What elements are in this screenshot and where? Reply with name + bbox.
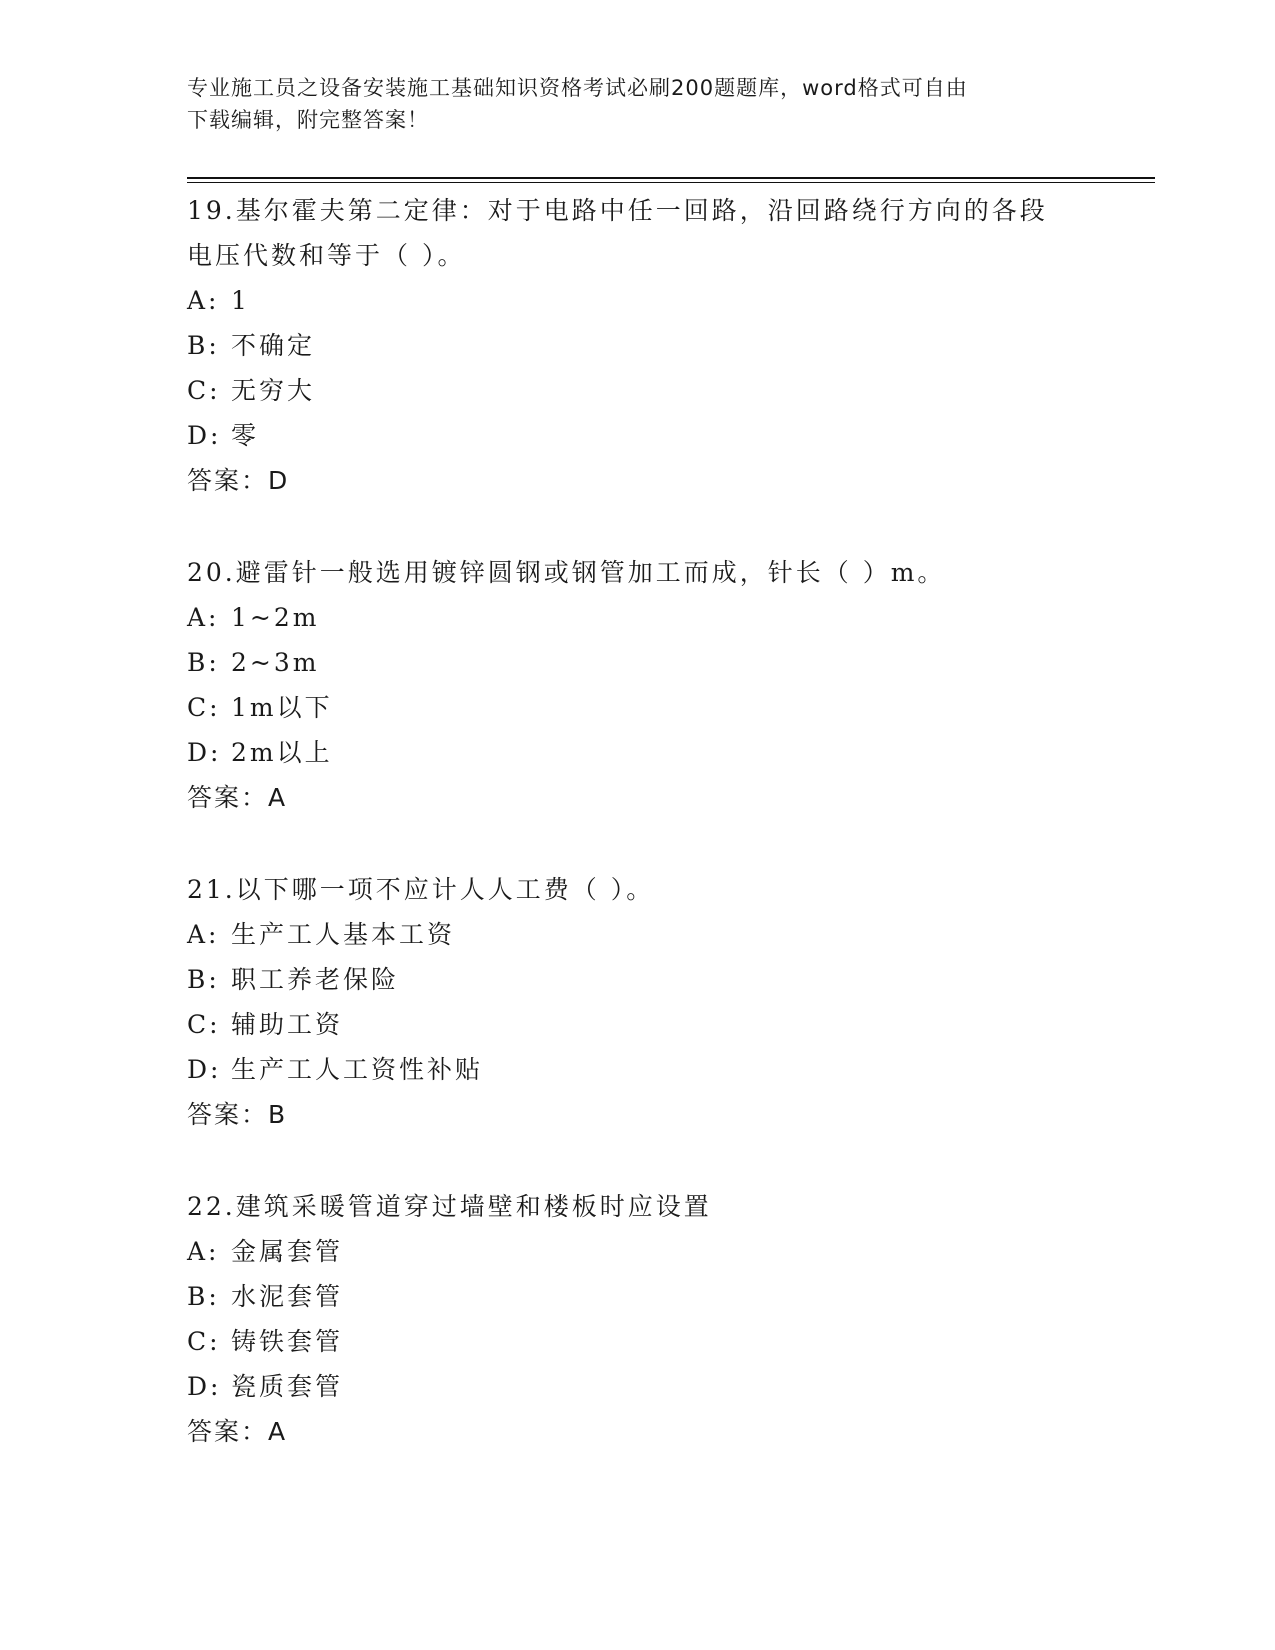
option-key: D:: [187, 421, 222, 450]
answer-line: 答案：D: [187, 466, 290, 495]
header-line-1: 专业施工员之设备安装施工基础知识资格考试必刷200题题库，word格式可自由: [187, 76, 968, 100]
option-key: B:: [187, 1282, 220, 1311]
option-d: [187, 730, 1087, 775]
option-c: [187, 685, 1087, 730]
option-text: 1~2m: [231, 603, 320, 632]
question-21: [187, 867, 1087, 1138]
option-a: [187, 278, 1087, 323]
option-b: [187, 957, 1087, 1002]
option-key: D:: [187, 738, 222, 767]
question-stem: 21.以下哪一项不应计人人工费（ ）。: [187, 875, 655, 904]
option-text: 1: [231, 286, 250, 315]
option-text: 生产工人基本工资: [231, 920, 456, 949]
option-d: [187, 1047, 1087, 1092]
header-line-2: 下载编辑，附完整答案！: [187, 108, 429, 132]
option-c: [187, 1002, 1087, 1047]
option-text: 生产工人工资性补贴: [231, 1055, 484, 1084]
option-key: C:: [187, 693, 221, 722]
option-b: [187, 640, 1087, 685]
option-text: 瓷质套管: [231, 1372, 344, 1401]
option-d: [187, 1364, 1087, 1409]
option-text: 水泥套管: [231, 1282, 344, 1311]
question-19: [187, 188, 1087, 504]
answer-line: 答案：A: [187, 1417, 288, 1446]
option-key: B:: [187, 331, 220, 360]
option-key: C:: [187, 1010, 221, 1039]
answer-line: 答案：A: [187, 783, 288, 812]
option-text: 零: [231, 421, 260, 450]
option-key: A:: [187, 286, 220, 315]
question-22: [187, 1184, 1087, 1455]
option-text: 2~3m: [231, 648, 320, 677]
question-20: [187, 550, 1087, 821]
option-key: B:: [187, 648, 220, 677]
option-key: A:: [187, 1237, 220, 1266]
option-a: [187, 1229, 1087, 1274]
header-divider-thick: [187, 177, 1155, 179]
question-stem: 22.建筑采暖管道穿过墙壁和楼板时应设置: [187, 1192, 712, 1221]
document-header: [187, 72, 1087, 136]
option-a: [187, 912, 1087, 957]
question-stem: 20.避雷针一般选用镀锌圆钢或钢管加工而成，针长（ ）m。: [187, 558, 946, 587]
option-key: B:: [187, 965, 220, 994]
option-b: [187, 1274, 1087, 1319]
question-list: [187, 188, 1087, 1455]
option-text: 无穷大: [231, 376, 316, 405]
option-key: A:: [187, 920, 220, 949]
question-stem: 19.基尔霍夫第二定律：对于电路中任一回路，沿回路绕行方向的各段: [187, 196, 1048, 225]
option-text: 金属套管: [231, 1237, 344, 1266]
option-text: 不确定: [231, 331, 316, 360]
option-d: [187, 413, 1087, 458]
option-key: C:: [187, 376, 221, 405]
option-text: 2m以上: [231, 738, 333, 767]
option-key: A:: [187, 603, 220, 632]
option-key: C:: [187, 1327, 221, 1356]
question-stem-continued: 电压代数和等于（ ）。: [187, 241, 466, 270]
answer-line: 答案：B: [187, 1100, 288, 1129]
option-key: D:: [187, 1372, 222, 1401]
option-text: 辅助工资: [231, 1010, 344, 1039]
header-divider-thin: [187, 182, 1155, 183]
option-text: 1m以下: [231, 693, 333, 722]
option-text: 职工养老保险: [231, 965, 400, 994]
option-c: [187, 1319, 1087, 1364]
option-a: [187, 595, 1087, 640]
option-c: [187, 368, 1087, 413]
option-key: D:: [187, 1055, 222, 1084]
option-b: [187, 323, 1087, 368]
option-text: 铸铁套管: [231, 1327, 344, 1356]
